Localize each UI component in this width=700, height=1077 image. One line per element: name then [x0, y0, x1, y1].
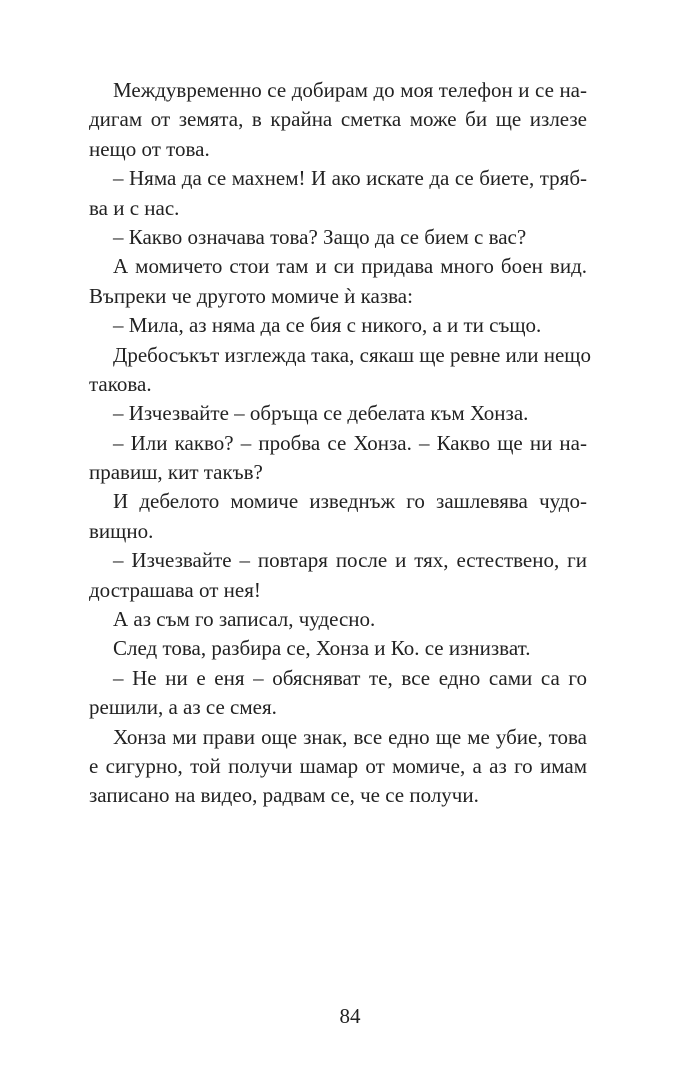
text-line: дострашава от нея! [89, 577, 261, 602]
text-line: – Мила, аз няма да се бия с никого, а и ти също. [113, 313, 542, 338]
text-line: – Няма да се махнем! И ако искате да се биете, тряб- [113, 166, 587, 191]
text-line: ва и с нас. [89, 195, 180, 220]
text-line: А аз съм го записал, чудесно. [113, 607, 376, 632]
text-line: – Какво означава това? Защо да се бием с вас? [113, 224, 527, 249]
text-line: След това, разбира се, Хонза и Ко. се изнизват. [113, 636, 531, 661]
text-line: такова. [89, 371, 152, 396]
text-line: записано на видео, радвам се, че се получи. [89, 783, 479, 808]
text-line: вищно. [89, 518, 154, 543]
text-line: решили, а аз се смея. [89, 695, 277, 720]
text-line: – Или какво? – пробва се Хонза. – Какво ще ни на- [113, 430, 587, 455]
body-text [89, 76, 591, 811]
text-line: е сигурно, той получи шамар от момиче, а аз го имам [89, 753, 587, 778]
text-line: И дебелото момиче изведнъж го зашлевява чудо- [113, 489, 587, 514]
text-line: Въпреки че другото момиче ѝ казва: [89, 283, 413, 308]
text-line: Междувременно се добирам до моя телефон и се на- [113, 78, 587, 102]
text-line: А момичето стои там и си придава много боен вид. [113, 254, 587, 279]
text-line: – Изчезвайте – повтаря после и тях, естествено, ги [113, 548, 587, 573]
text-line: – Изчезвайте – обръща се дебелата към Хонза. [113, 401, 529, 426]
text-line: правиш, кит такъв? [89, 460, 263, 485]
text-line: нещо от това. [89, 136, 210, 161]
text-line: Хонза ми прави още знак, все едно ще ме убие, това [113, 724, 587, 749]
page-number: 84 [339, 1004, 361, 1028]
text-line: Дребосъкът изглежда така, сякаш ще ревне или нещо [113, 342, 591, 367]
text-line: – Не ни е еня – обясняват те, все едно сами са го [113, 665, 587, 690]
text-line: дигам от земята, в крайна сметка може би ще излезе [89, 107, 587, 132]
